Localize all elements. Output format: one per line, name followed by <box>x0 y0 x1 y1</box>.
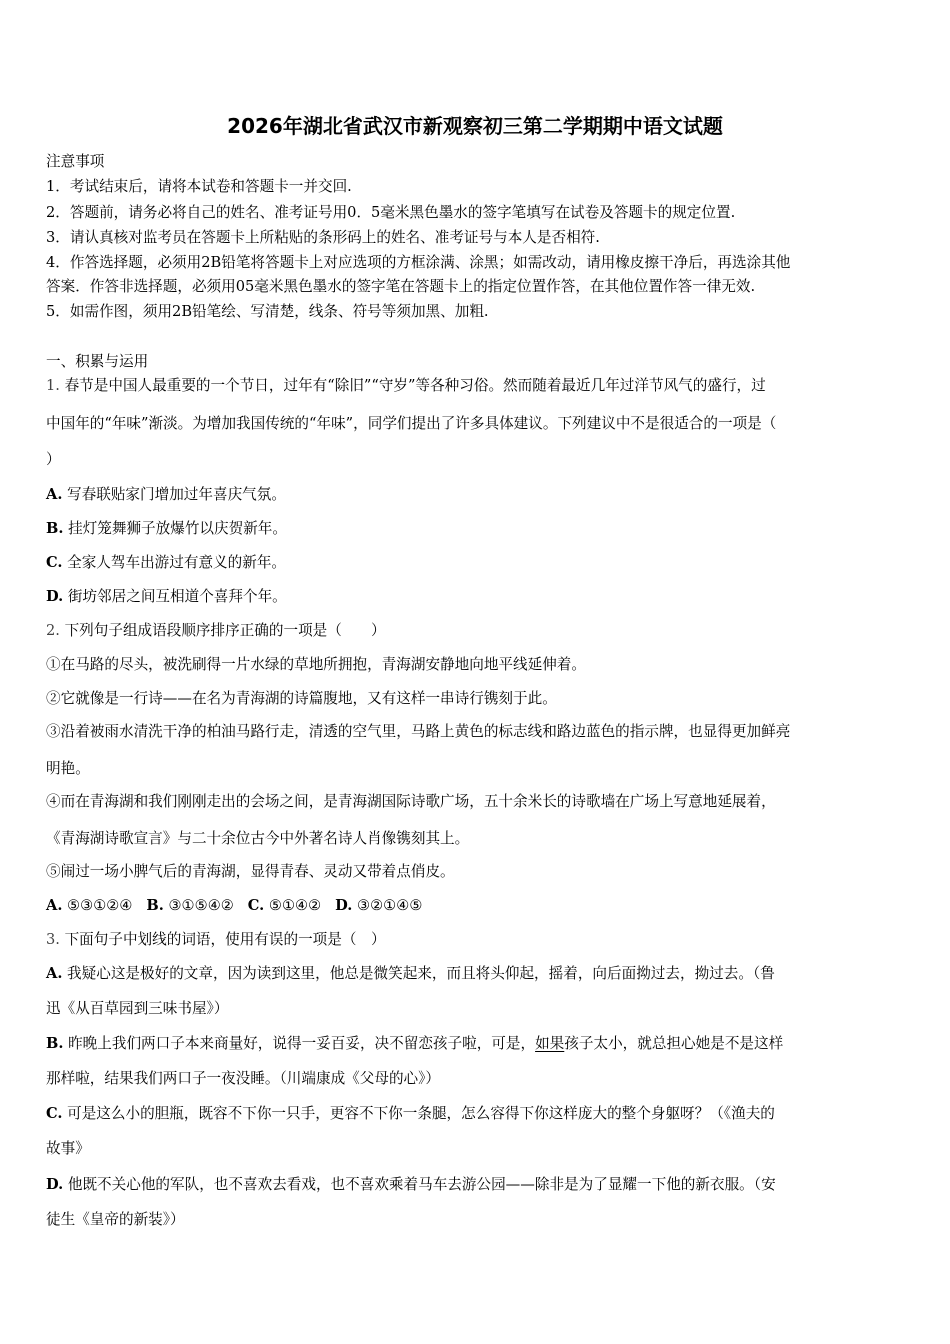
option-text: 全家人驾车出游过有意义的新年。 <box>67 554 287 571</box>
q2-stem-text: 下列句子组成语段顺序排序正确的一项是（ ） <box>64 622 386 639</box>
q3-option-d <box>46 1175 916 1195</box>
q3-stem <box>46 930 916 950</box>
q3-option-d-cont: 徒生《皇帝的新装》） <box>46 1211 185 1228</box>
option-text: ⑤③①②④ <box>67 897 133 914</box>
option-text: 挂灯笼舞狮子放爆竹以庆贺新年。 <box>68 520 287 537</box>
option-text: ③①⑤④② <box>168 897 234 914</box>
option-text: 我疑心这是极好的文章，因为读到这里，他总是微笑起来，而且将头仰起，摇着，向后面拗过去，拗过去。（鲁 <box>67 965 775 982</box>
option-text: ③②①④⑤ <box>357 897 423 914</box>
option-label: B. <box>46 520 64 537</box>
q2-sentence-3: ③沿着被雨水清洗干净的柏油马路行走，清透的空气里，马路上黄色的标志线和路边蓝色的指示牌，也显得更加鲜亮 <box>46 723 791 740</box>
option-text: 写春联贴家门增加过年喜庆气氛。 <box>67 486 286 503</box>
q2-sentence-3-cont: 明艳。 <box>46 760 90 777</box>
q2-sentence-4-cont: 《青海湖诗歌宣言》与二十余位古今中外著名诗人肖像镌刻其上。 <box>46 830 470 847</box>
q3-option-c-cont: 故事》 <box>46 1140 90 1157</box>
q3-option-b-cont: 那样啦，结果我们两口子一夜没睡。（川端康成《父母的心》） <box>46 1070 441 1087</box>
notice-line-6: 5．如需作图，须用2B铅笔绘、写清楚，线条、符号等须加黑、加粗. <box>46 303 489 320</box>
q1-option-c <box>46 553 916 573</box>
notice-line-3: 3．请认真核对监考员在答题卡上所粘贴的条形码上的姓名、准考证号与本人是否相符. <box>46 229 600 246</box>
q3-stem-text: 下面句子中划线的词语，使用有误的一项是（ ） <box>64 931 386 948</box>
q1-stem-line-2: 中国年的“年味”渐淡。为增加我国传统的“年味”，同学们提出了许多具体建议。下列建议中不是很适合的一项是（ <box>46 415 777 432</box>
q2-sentence-4: ④而在青海湖和我们刚刚走出的会场之间，是青海湖国际诗歌广场，五十余米长的诗歌墙在广场上写意地延展着， <box>46 793 776 810</box>
option-text: 街坊邻居之间互相道个喜拜个年。 <box>67 588 287 605</box>
option-text: 他既不关心他的军队，也不喜欢去看戏，也不喜欢乘着马车去游公园——除非是为了显耀一下他的新衣服。（安 <box>67 1176 776 1193</box>
notice-heading: 注意事项 <box>46 153 105 170</box>
q1-stem <box>46 376 916 396</box>
q2-stem <box>46 621 916 641</box>
page-title: 2026年湖北省武汉市新观察初三第二学期期中语文试题 <box>227 114 723 138</box>
section-heading: 一、积累与运用 <box>46 353 149 370</box>
q1-option-d <box>46 587 916 607</box>
q2-sentence-1: ①在马路的尽头，被洗刷得一片水绿的草地所拥抱，青海湖安静地向地平线延伸着。 <box>46 656 586 673</box>
q1-option-a <box>46 485 916 505</box>
option-label: D. <box>335 897 353 914</box>
option-label: A. <box>46 897 63 914</box>
notice-line-4: 4．作答选择题，必须用2B铅笔将答题卡上对应选项的方框涂满、涂黑；如需改动，请用橡皮擦干净后，再选涂其他 <box>46 254 791 271</box>
q1-number: 1. <box>46 377 60 394</box>
option-label: A. <box>46 486 63 503</box>
option-text: 可是这么小的胆瓶，既容不下你一只手，更容不下你一条腿，怎么容得下你这样庞大的整个身躯呀？（《渔夫的 <box>67 1105 775 1122</box>
q2-sentence-2: ②它就像是一行诗——在名为青海湖的诗篇腹地，又有这样一串诗行镌刻于此。 <box>46 690 557 707</box>
option-label: C. <box>46 554 63 571</box>
q3-option-c <box>46 1104 916 1124</box>
option-label: A. <box>46 965 63 982</box>
underlined-word: 如果 <box>535 1035 565 1052</box>
q2-options <box>46 896 916 916</box>
q3-option-a <box>46 964 916 984</box>
q1-stem-line-3: ） <box>46 451 61 468</box>
option-label: B. <box>146 897 164 914</box>
q2-number: 2. <box>46 622 60 639</box>
option-label: C. <box>46 1105 63 1122</box>
q2-sentence-5: ⑤闹过一场小脾气后的青海湖，显得青春、灵动又带着点俏皮。 <box>46 863 455 880</box>
option-label: D. <box>46 1176 64 1193</box>
option-label: C. <box>247 897 265 914</box>
q3-number: 3. <box>46 931 60 948</box>
q1-option-b <box>46 519 916 539</box>
option-text: ⑤①④② <box>268 897 322 914</box>
q3-option-a-cont: 迅《从百草园到三味书屋》） <box>46 1000 229 1017</box>
option-label: B. <box>46 1035 64 1052</box>
option-label: D. <box>46 588 64 605</box>
notice-line-1: 1．考试结束后，请将本试卷和答题卡一并交回. <box>46 178 352 195</box>
notice-line-5: 答案．作答非选择题，必须用05毫米黑色墨水的签字笔在答题卡上的指定位置作答，在其他位置作答一律无效. <box>46 278 756 295</box>
option-text: 孩子太小，就总担心她是不是这样 <box>564 1035 784 1052</box>
option-text: 昨晚上我们两口子本来商量好，说得一妥百妥，决不留恋孩子啦，可是， <box>68 1035 536 1052</box>
q1-stem-line-1: 春节是中国人最重要的一个节日，过年有“除旧”“守岁”等各种习俗。然而随着最近几年过洋节风气的盛行，过 <box>64 377 766 394</box>
notice-line-2: 2．答题前，请务必将自己的姓名、准考证号用0．5毫米黑色墨水的签字笔填写在试卷及答题卡的规定位置. <box>46 204 736 221</box>
q3-option-b <box>46 1034 916 1054</box>
